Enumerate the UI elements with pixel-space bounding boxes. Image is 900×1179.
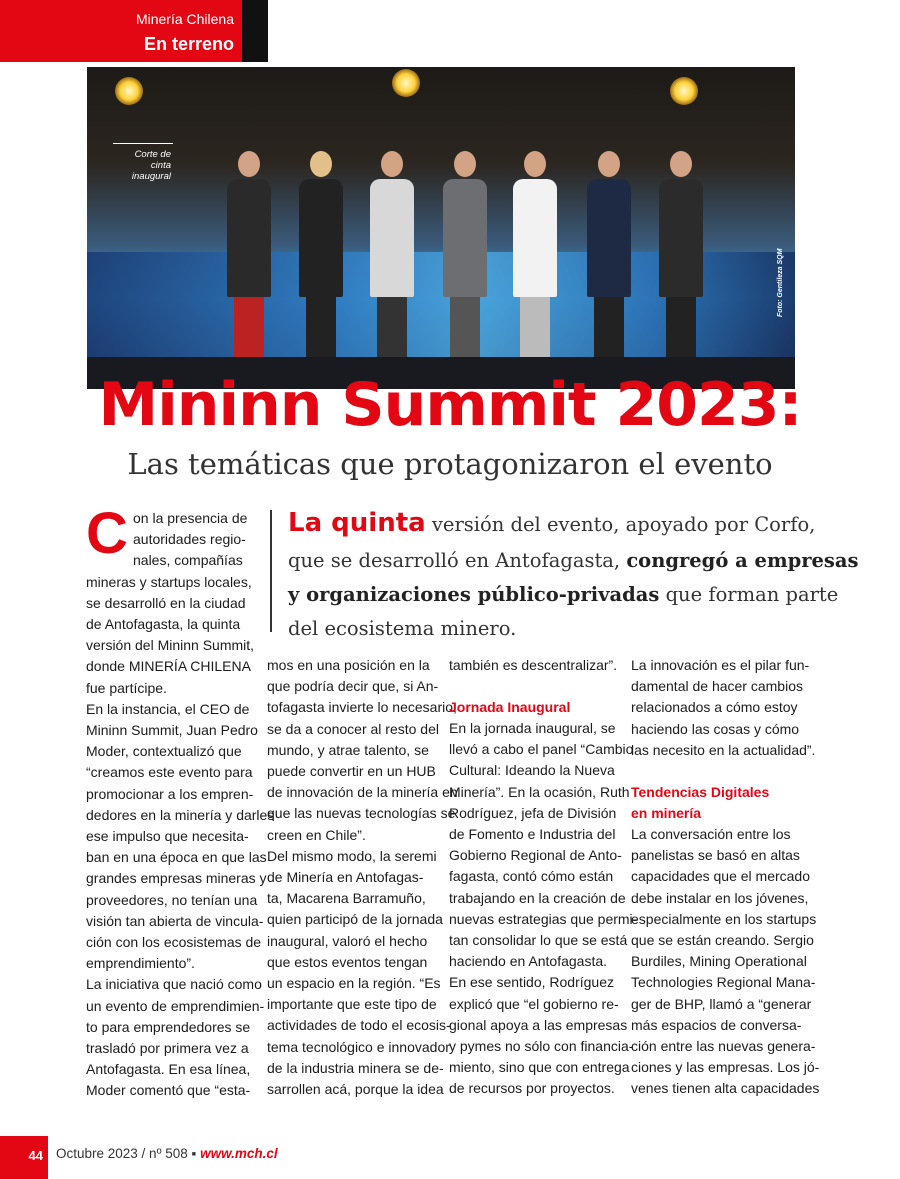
body-text-line: debe instalar en los jóvenes,	[631, 889, 809, 906]
body-text-line: importante que este tipo de	[267, 996, 437, 1013]
pullquote-rule	[270, 510, 272, 632]
person	[227, 151, 271, 357]
body-text-line: Antofagasta. En esa línea,	[86, 1061, 251, 1078]
body-text-line: nuevas estrategias que permi-	[449, 910, 638, 927]
body-text-line: dedores en la minería y darles	[86, 806, 275, 823]
body-text-line: tofagasta invierte lo necesario,	[267, 699, 457, 716]
subsection-name: En terreno	[143, 34, 234, 54]
body-text-line: también es descentralizar”.	[449, 657, 618, 673]
body-text-line: proveedores, no tenían una	[86, 891, 258, 908]
body-text-line: visión tan abierta de vincula-	[86, 912, 264, 929]
body-text-line: haciendo en Antofagasta.	[449, 953, 608, 970]
drop-cap: C	[86, 501, 128, 566]
person	[513, 151, 557, 357]
person	[299, 151, 343, 357]
body-text-line: La conversación entre los	[631, 826, 791, 842]
body-text-line: fagasta, contó cómo están	[449, 868, 614, 885]
body-text-line: un evento de emprendimien-	[86, 997, 265, 1014]
person	[370, 151, 414, 357]
pullquote-line: y organizaciones público-privadas que forman parte	[288, 583, 839, 606]
header-accent-block	[242, 0, 268, 62]
body-text-line: “creamos este evento para	[86, 764, 253, 781]
body-text-line: ta, Macarena Barramuño,	[267, 890, 426, 907]
article-title: Mininn Summit 2023:	[98, 370, 802, 440]
body-text-line: Rodríguez, jefa de División	[449, 804, 617, 821]
event-photo	[87, 67, 795, 389]
body-text-line: tan consolidar lo que se está	[449, 932, 628, 948]
body-text-line: Mininn Summit, Juan Pedro	[86, 722, 258, 738]
pullquote-line: del ecosistema minero.	[288, 617, 517, 640]
body-text-line: venes tienen alta capacidades	[631, 1080, 820, 1097]
body-text-line: Cultural: Ideando la Nueva	[449, 762, 615, 779]
section-heading: Jornada Inaugural	[449, 699, 571, 715]
body-text-line: especialmente en los startups	[631, 910, 817, 927]
body-text-line: promocionar a los empren-	[86, 785, 254, 802]
photo-credit: Foto: Gentileza SQM	[777, 248, 784, 317]
body-text-line: quien participó de la jornada	[267, 911, 443, 928]
body-text-line: de recursos por proyectos.	[449, 1080, 615, 1097]
photo-caption: Corte de cinta inaugural	[131, 149, 171, 182]
body-text-line: Minería”. En la ocasión, Ruth	[449, 783, 630, 800]
body-text-line: puede convertir en un HUB	[267, 763, 436, 779]
footer-issue: Octubre 2023 / nº 508 ▪ www.mch.cl	[56, 1146, 278, 1161]
body-text-line: autoridades regio-	[133, 531, 246, 548]
body-text-line: Moder, contextualizó que	[86, 743, 242, 760]
body-text-line: que las nuevas tecnologías se	[267, 805, 456, 822]
body-text-line: mundo, y atrae talento, se	[267, 741, 429, 758]
body-text-line: explicó que “el gobierno re-	[449, 995, 619, 1012]
article-subtitle: Las temáticas que protagonizaron el evento	[127, 447, 773, 481]
body-text-line: mos en una posición en la	[267, 657, 430, 673]
body-text-line: que podría decir que, si An-	[267, 678, 439, 695]
body-text-line: Burdiles, Mining Operational	[631, 953, 807, 970]
body-text-line: y pymes no sólo con financia-	[449, 1038, 634, 1054]
body-text-line: un espacio en la región. “Es	[267, 975, 441, 991]
body-text-line: las necesito en la actualidad”.	[631, 741, 816, 758]
body-text-line: to para emprendedores se	[86, 1018, 251, 1035]
stage-light	[115, 77, 143, 105]
person	[587, 151, 631, 357]
body-text-line: Gobierno Regional de Anto-	[449, 847, 622, 864]
body-text-line: capacidades que el mercado	[631, 868, 811, 885]
body-text-line: En la jornada inaugural, se	[449, 720, 616, 736]
pullquote-line: que se desarrolló en Antofagasta, congregó a empresas	[288, 549, 859, 572]
stage-light	[392, 69, 420, 97]
body-text-line: ger de BHP, llamó a “generar	[631, 995, 812, 1012]
body-text-line: ciones y las empresas. Los jó-	[631, 1059, 820, 1076]
body-text-line: llevó a cabo el panel “Cambio	[449, 741, 634, 758]
body-text-line: donde MINERÍA CHILENA	[86, 658, 251, 675]
body-text-line: relacionados a cómo estoy	[631, 699, 798, 716]
body-text-line: que estos eventos tengan	[267, 953, 428, 970]
person	[443, 151, 487, 357]
body-text-line: trabajando en la creación de	[449, 889, 626, 906]
body-text-line: En la instancia, el CEO de	[86, 700, 250, 717]
body-text-line: damental de hacer cambios	[631, 678, 803, 695]
body-text-line: mineras y startups locales,	[86, 573, 252, 590]
body-text-line: de la industria minera se de-	[267, 1059, 444, 1076]
body-text-line: haciendo las cosas y cómo	[631, 720, 800, 737]
body-text-line: creen en Chile”.	[267, 826, 366, 843]
section-header	[0, 0, 268, 62]
body-text-line: trasladó por primera vez a	[86, 1040, 249, 1056]
body-text-line: ban en una época en que las	[86, 849, 267, 866]
body-text-line: ción entre las nuevas genera-	[631, 1038, 816, 1054]
body-text-line: inaugural, valoró el hecho	[267, 932, 428, 949]
body-text-line: fue partícipe.	[86, 679, 167, 696]
body-text-line: se desarrolló en la ciudad	[86, 594, 246, 611]
body-text-line: de Minería en Antofagas-	[267, 869, 424, 885]
body-text-line: panelistas se basó en altas	[631, 847, 800, 864]
body-text-line: de innovación de la minería en	[267, 784, 458, 801]
body-text-line: La innovación es el pilar fun-	[631, 657, 810, 673]
body-text-line: más espacios de conversa-	[631, 1016, 802, 1033]
body-text-line: nales, compañías	[133, 552, 243, 569]
section-heading: en minería	[631, 805, 702, 821]
person	[659, 151, 703, 357]
body-text-line: Technologies Regional Mana-	[631, 974, 816, 991]
body-text-line: de Antofagasta, la quinta	[86, 616, 241, 632]
section-heading: Tendencias Digitales	[631, 784, 770, 800]
section-name: Minería Chilena	[135, 11, 234, 27]
body-text-line: sarrollen acá, porque la idea	[267, 1081, 444, 1097]
body-text-line: Del mismo modo, la seremi	[267, 847, 437, 864]
body-text-line: ese impulso que necesita-	[86, 828, 249, 844]
body-text-line: on la presencia de	[133, 510, 248, 526]
body-text-line: de Fomento e Industria del	[449, 826, 616, 842]
body-text-line: se da a conocer al resto del	[267, 720, 439, 737]
pullquote-line: La quinta versión del evento, apoyado por Corfo,	[288, 508, 816, 538]
page-number: 44	[0, 1136, 48, 1179]
body-text-line: gional apoya a las empresas	[449, 1016, 628, 1033]
body-text-line: Moder comentó que “esta-	[86, 1082, 251, 1099]
body-text-line: tema tecnológico e innovador	[267, 1038, 450, 1055]
body-text-line: ción con los ecosistemas de	[86, 934, 262, 950]
stage-light	[670, 77, 698, 105]
body-text-line: que se están creando. Sergio	[631, 932, 814, 948]
body-text-line: En ese sentido, Rodríguez	[449, 974, 614, 991]
caption-rule	[113, 143, 173, 144]
footer-url[interactable]: www.mch.cl	[200, 1146, 278, 1161]
body-text-line: La iniciativa que nació como	[86, 976, 262, 993]
body-text-line: emprendimiento”.	[86, 955, 195, 972]
body-text-line: grandes empresas mineras y	[86, 870, 267, 887]
body-text-line: actividades de todo el ecosis-	[267, 1017, 451, 1034]
body-text-line: versión del Mininn Summit,	[86, 637, 255, 654]
body-text-line: miento, sino que con entrega	[449, 1059, 630, 1076]
